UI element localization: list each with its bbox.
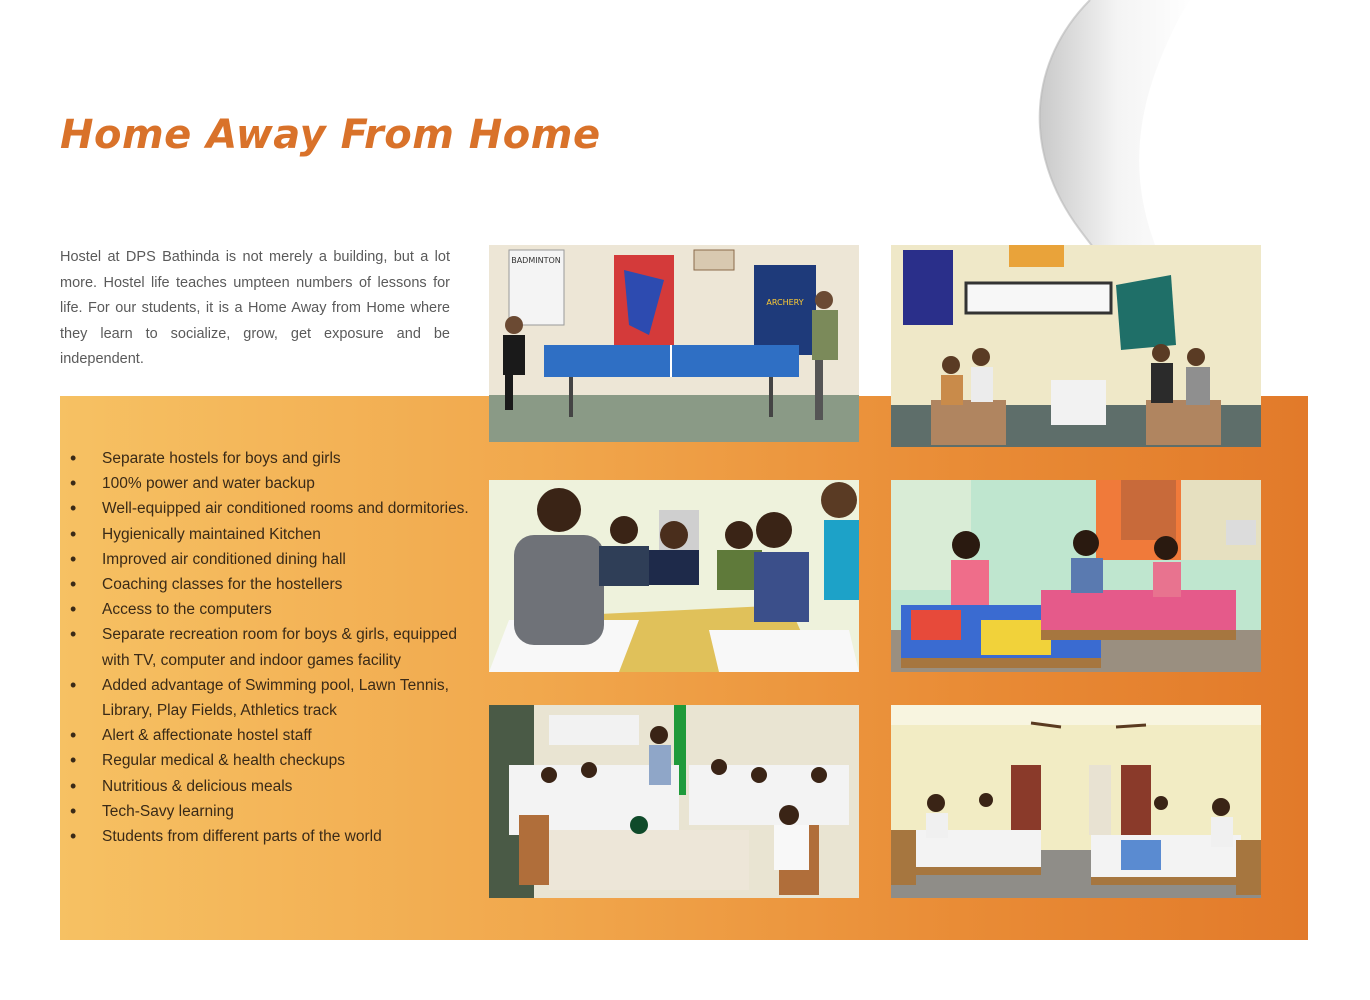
feature-item: • Separate hostels for boys and girls bbox=[60, 446, 470, 471]
poster-archery-text: ARCHERY bbox=[766, 298, 804, 307]
feature-item: • Students from different parts of the world bbox=[60, 824, 470, 849]
feature-list bbox=[60, 446, 470, 849]
photo-table-tennis bbox=[489, 245, 859, 442]
feature-item: • Access to the computers bbox=[60, 597, 470, 622]
photo-boys-dormitory bbox=[891, 705, 1261, 898]
feature-item: • Added advantage of Swimming pool, Lawn Tennis, Library, Play Fields, Athletics track bbox=[60, 673, 470, 723]
poster-badminton-text: BADMINTON bbox=[511, 256, 561, 265]
feature-item: • 100% power and water backup bbox=[60, 471, 470, 496]
feature-item: • Coaching classes for the hostellers bbox=[60, 572, 470, 597]
photo-dining-hall bbox=[489, 705, 859, 898]
photo-study-group bbox=[489, 480, 859, 672]
intro-paragraph: Hostel at DPS Bathinda is not merely a building, but a lot more. Hostel life teaches umpteen numbers of lessons for life. For our students, it is a Home Away from Home where they learn to socialize, grow, get exposure and be independent. bbox=[60, 249, 450, 367]
feature-item: • Hygienically maintained Kitchen bbox=[60, 522, 470, 547]
feature-item: • Regular medical & health checkups bbox=[60, 748, 470, 773]
photo-girls-dormitory bbox=[891, 480, 1261, 672]
photo-common-room bbox=[891, 245, 1261, 447]
feature-item: • Tech-Savy learning bbox=[60, 799, 470, 824]
feature-item: • Separate recreation room for boys & girls, equipped with TV, computer and indoor games facility bbox=[60, 622, 470, 672]
feature-item: • Alert & affectionate hostel staff bbox=[60, 723, 470, 748]
page-title: Home Away From Home bbox=[60, 112, 601, 158]
feature-item: • Improved air conditioned dining hall bbox=[60, 547, 470, 572]
feature-item: • Well-equipped air conditioned rooms and dormitories. bbox=[60, 496, 470, 521]
feature-item: • Nutritious & delicious meals bbox=[60, 774, 470, 799]
